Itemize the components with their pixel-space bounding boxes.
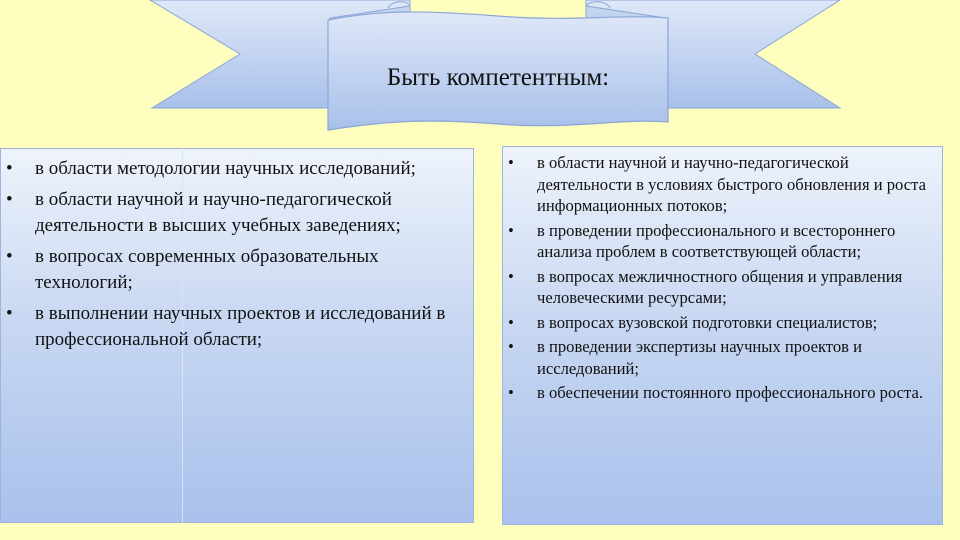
list-item <box>6 156 456 182</box>
right-list <box>508 152 940 407</box>
list-item-text: в проведении экспертизы научных проектов и исследований; <box>537 337 862 378</box>
list-item <box>508 152 940 217</box>
list-item <box>508 382 940 404</box>
bullet-icon: • <box>6 303 13 324</box>
bullet-icon: • <box>508 153 514 172</box>
bullet-icon: • <box>6 158 13 179</box>
list-item-text: в области методологии научных исследований; <box>35 158 416 179</box>
list-item <box>508 220 940 263</box>
list-item-text: в вопросах современных образовательных технологий; <box>35 246 379 293</box>
list-item-text: в вопросах вузовской подготовки специалистов; <box>537 312 878 332</box>
bullet-icon: • <box>6 246 13 267</box>
bullet-icon: • <box>508 383 514 402</box>
bullet-icon: • <box>508 337 514 356</box>
list-item <box>508 266 940 309</box>
bullet-icon: • <box>508 312 514 332</box>
bullet-icon: • <box>508 266 514 286</box>
list-item <box>6 301 456 353</box>
list-item-text: в области научной и научно-педагогической деятельности в условиях быстрого обновления и роста информационных потоков; <box>537 153 926 215</box>
list-item-text: в области научной и научно-педагогической деятельности в высших учебных заведениях; <box>35 189 401 236</box>
banner-title: Быть компетентным: <box>386 64 610 91</box>
bullet-icon: • <box>6 189 13 210</box>
list-item <box>6 244 456 296</box>
list-item-text: в обеспечении постоянного профессионального роста. <box>537 383 923 402</box>
list-item <box>508 312 940 334</box>
list-item-text: в выполнении научных проектов и исследований в профессиональной области; <box>35 303 446 350</box>
list-item <box>6 187 456 239</box>
bullet-icon: • <box>508 220 514 240</box>
list-item-text: в проведении профессионального и всестороннего анализа проблем в соответствующей области; <box>537 220 896 261</box>
left-list <box>6 156 456 358</box>
list-item <box>508 336 940 379</box>
list-item-text: в вопросах межличностного общения и управления человеческими ресурсами; <box>537 266 903 307</box>
